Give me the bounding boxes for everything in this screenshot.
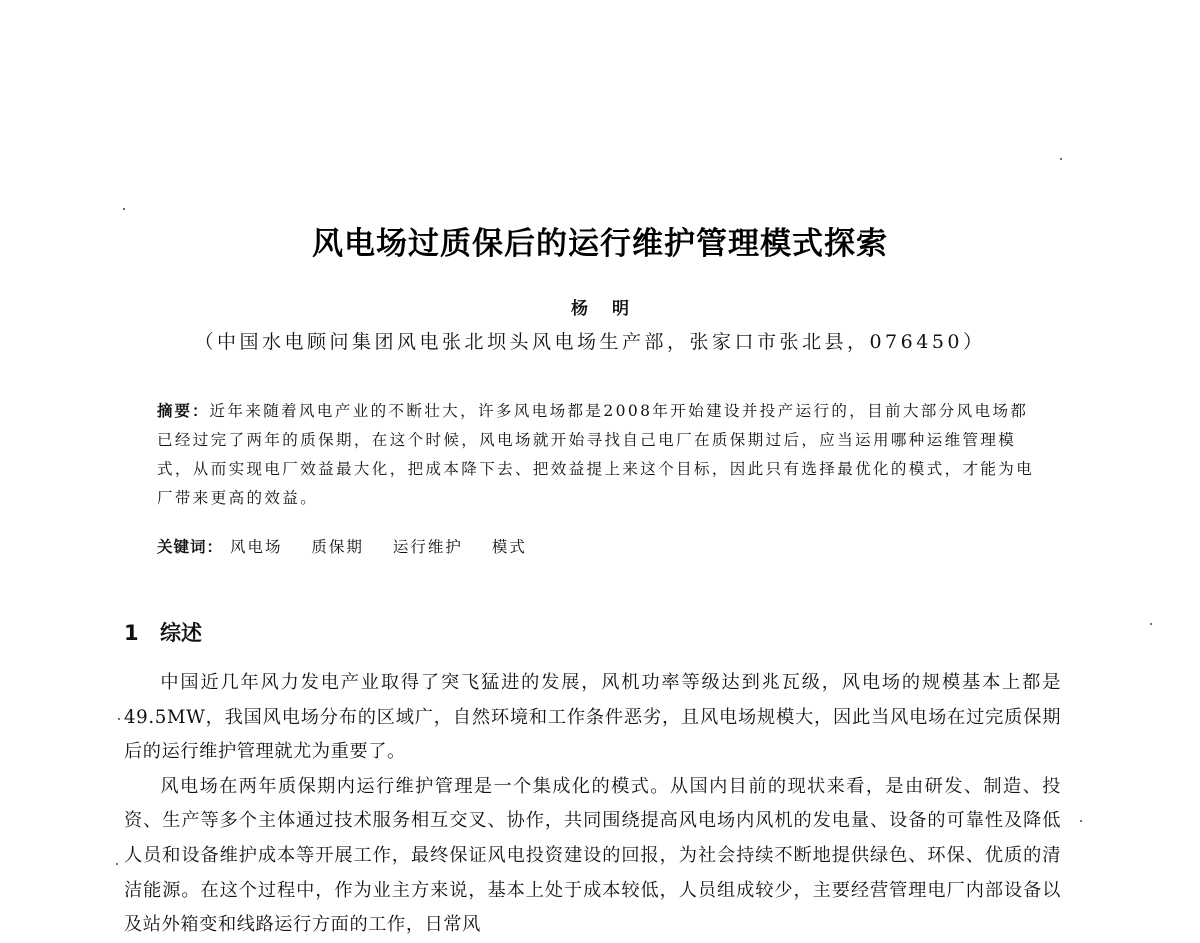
scan-speck xyxy=(1060,158,1062,160)
scan-speck xyxy=(123,208,125,210)
scan-speck xyxy=(118,718,120,720)
scan-speck xyxy=(1080,820,1082,822)
author-affiliation: （中国水电顾问集团风电张北坝头风电场生产部，张家口市张北县，076450） xyxy=(194,331,986,353)
keywords-line xyxy=(157,535,549,557)
paper-title: 风电场过质保后的运行维护管理模式探索 xyxy=(312,226,888,262)
keyword-item: 风电场 xyxy=(229,538,283,556)
section-number: 1 xyxy=(124,621,139,645)
abstract-text: 近年来随着风电产业的不断壮大，许多风电场都是2008年开始建设并投产运行的，目前大部分风电场都已经过完了两年的质保期，在这个时候，风电场就开始寻找自己电厂在质保期过后，应当运用哪种运维管理模式，从而实现电厂效益最大化，把成本降下去、把效益提上来这个目标，因此只有选择最优化的模式，才能为电厂带来更高的效益。 xyxy=(157,402,1035,507)
body-paragraph: 中国近几年风力发电产业取得了突飞猛进的发展，风机功率等级达到兆瓦级，风电场的规模基本上都是49.5MW，我国风电场分布的区域广，自然环境和工作条件恶劣，且风电场规模大，因此当风电场在过完质保期后的运行维护管理就尤为重要了。 xyxy=(124,672,1061,763)
keyword-item: 质保期 xyxy=(311,538,364,556)
abstract-label: 摘要： xyxy=(157,402,210,420)
keywords-label: 关键词： xyxy=(157,538,224,556)
scan-speck xyxy=(116,863,118,865)
author-name: 杨明 xyxy=(571,299,653,319)
abstract-block xyxy=(157,397,1037,513)
body-paragraph: 风电场在两年质保期内运行维护管理是一个集成化的模式。从国内目前的现状来看，是由研发、制造、投资、生产等多个主体通过技术服务相互交叉、协作，共同围绕提高风电场内风机的发电量、设备的可靠性及降低人员和设备维护成本等开展工作，最终保证风电投资建设的回报，为社会持续不断地提供绿色、环保、优质的清洁能源。在这个过程中，作为业主方来说，基本上处于成本较低，人员组成较少，主要经营管理电厂内部设备以及站外箱变和线路运行方面的工作，日常风 xyxy=(124,775,1061,936)
section-heading xyxy=(124,617,202,647)
keyword-item: 模式 xyxy=(491,538,527,556)
keyword-item: 运行维护 xyxy=(392,538,463,556)
body-text xyxy=(124,666,1061,943)
section-title: 综述 xyxy=(160,621,202,645)
scan-speck xyxy=(1150,623,1152,625)
